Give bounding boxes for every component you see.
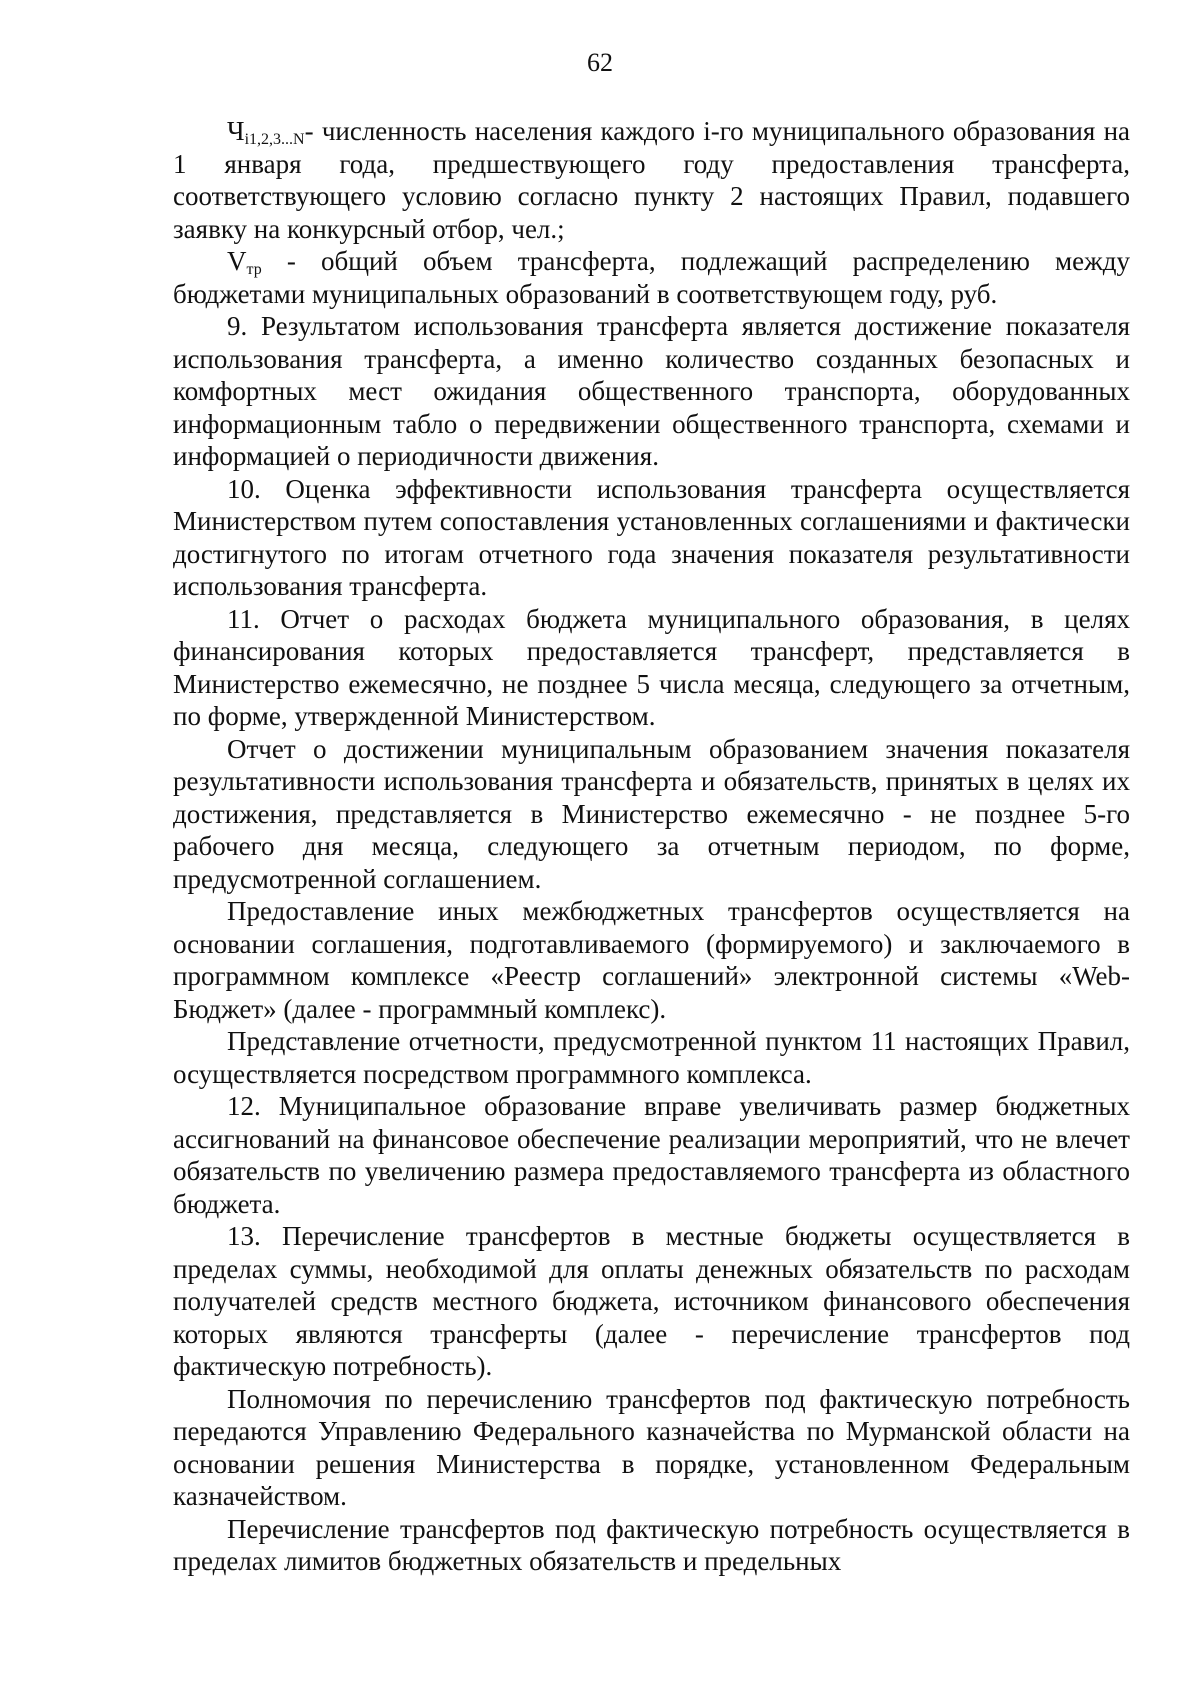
document-body [173, 115, 1130, 1578]
paragraph-item-12: 12. Муниципальное образование вправе увеличивать размер бюджетных ассигнований на финансовое обеспечение реализации мероприятий, что не влечет обязательств по увеличению размера предоставляемого трансферта из областного бюджета. [173, 1091, 1130, 1219]
paragraph-item-11: 11. Отчет о расходах бюджета муниципального образования, в целях финансирования которых предоставляется трансферт, представляется в Министерство ежемесячно, не позднее 5 числа месяца, следующего за отчетным, по форме, утвержденной Министерством. [173, 603, 1130, 731]
paragraph-agreement: Предоставление иных межбюджетных трансфертов осуществляется на основании соглашения, подготавливаемого (формируемого) и заключаемого в программном комплексе «Реестр соглашений» электронной системы «Web-Бюджет» (далее - программный комплекс). [173, 896, 1130, 1024]
paragraph-item-13: 13. Перечисление трансфертов в местные бюджеты осуществляется в пределах суммы, необходимой для оплаты денежных обязательств по расходам получателей средств местного бюджета, источником финансового обеспечения которых являются трансферты (далее - перечисление трансфертов под фактическую потребность). [173, 1221, 1130, 1381]
paragraph-population-definition [173, 115, 1130, 245]
formula-symbol: Ч [227, 116, 245, 146]
paragraph-text: - численность населения каждого i-го муниципального образования на 1 января года, предшествующего году предоставления трансферта, соответствующего условию согласно пункту 2 настоящих Правил, подавшего заявку на конкурсный отбор, чел.; [173, 116, 1130, 244]
page-number: 62 [587, 48, 613, 77]
paragraph-reporting: Представление отчетности, предусмотренной пунктом 11 настоящих Правил, осуществляется посредством программного комплекса. [173, 1026, 1130, 1089]
paragraph-item-10: 10. Оценка эффективности использования трансферта осуществляется Министерством путем сопоставления установленных соглашениями и фактически достигнутого по итогам отчетного года значения показателя результативности использования трансферта. [173, 473, 1130, 601]
formula-subscript: i1,2,3...N [244, 131, 305, 148]
paragraph-achievement-report: Отчет о достижении муниципальным образованием значения показателя результативности использования трансферта и обязательств, принятых в целях их достижения, представляется в Министерство ежемесячно - не позднее 5-го рабочего дня месяца, следующего за отчетным периодом, по форме, предусмотренной соглашением. [173, 733, 1130, 894]
paragraph-item-9: 9. Результатом использования трансферта является достижение показателя использования трансферта, а именно количество созданных безопасных и комфортных мест ожидания общественного транспорта, оборудованных информационным табло о передвижении общественного транспорта, схемами и информацией о периодичности движения. [173, 311, 1130, 471]
formula-subscript: тр [246, 261, 262, 278]
formula-symbol: V [227, 246, 247, 276]
paragraph-text: - общий объем трансферта, подлежащий распределению между бюджетами муниципальных образований в соответствующем году, руб. [173, 246, 1130, 309]
paragraph-transfer-limits: Перечисление трансфертов под фактическую потребность осуществляется в пределах лимитов бюджетных обязательств и предельных [173, 1513, 1130, 1576]
paragraph-powers: Полномочия по перечислению трансфертов под фактическую потребность передаются Управлению Федерального казначейства по Мурманской области на основании решения Министерства в порядке, установленном Федеральным казначейством. [173, 1383, 1130, 1511]
paragraph-volume-definition [173, 245, 1130, 310]
